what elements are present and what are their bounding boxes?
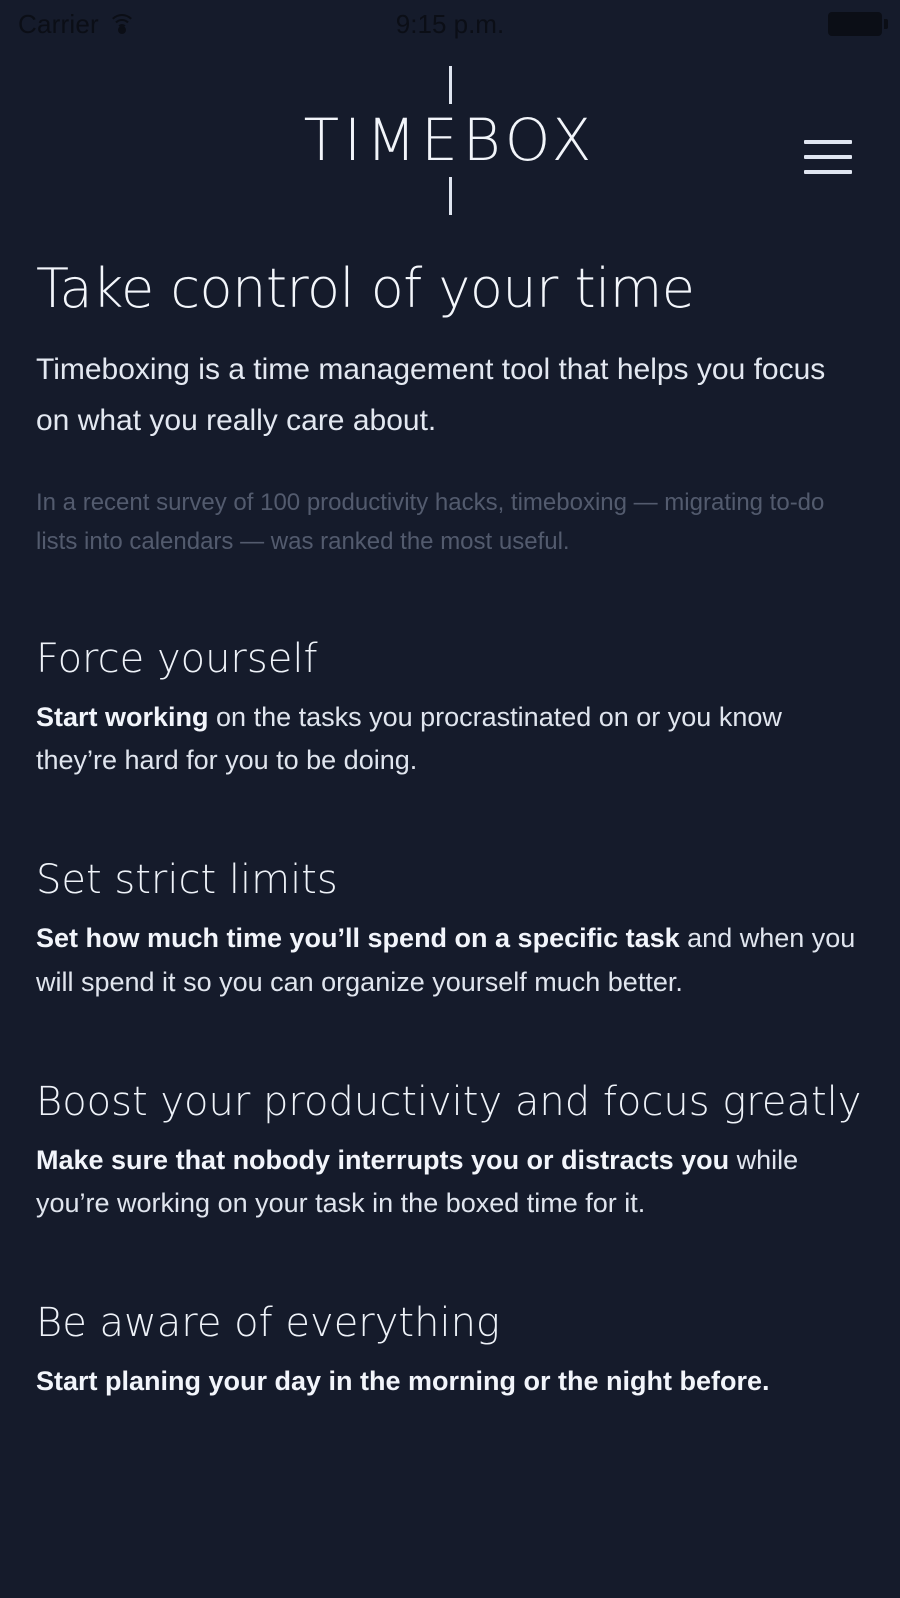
section-be-aware: [36, 1300, 864, 1404]
section-lead: Start working: [36, 701, 209, 732]
section-set-strict-limits: [36, 857, 864, 1004]
section-body: [36, 1139, 864, 1226]
hero-subtitle: Timeboxing is a time management tool that helps you focus on what you really care about.: [36, 352, 826, 437]
section-heading: Force yourself: [36, 635, 318, 682]
page-title: Take control of your time: [36, 256, 695, 320]
status-bar-right: [828, 12, 882, 36]
section-rest: on the tasks you procrastinated on or you know they’re hard for you to be doing.: [36, 701, 782, 776]
section-lead: Make sure that nobody interrupts you or distracts you: [36, 1144, 730, 1175]
section-body: [36, 1360, 864, 1404]
hero-note: In a recent survey of 100 productivity hacks, timeboxing — migrating to-do lists into calendars — was ranked the most useful.: [36, 488, 825, 555]
section-heading: Boost your productivity and focus greatly: [36, 1078, 862, 1125]
carrier-label: Carrier: [18, 8, 99, 39]
section-lead: Set how much time you’ll spend on a specific task: [36, 923, 680, 954]
logo-wordmark: TIMEBOX: [303, 106, 597, 174]
section-boost-productivity: [36, 1079, 864, 1226]
hamburger-menu-icon[interactable]: [804, 140, 852, 174]
logo-tick-top-icon: [449, 66, 452, 104]
logo-tick-bottom-icon: [449, 177, 452, 215]
section-rest: and when you will spend it so you can organize yourself much better.: [36, 923, 856, 997]
section-heading: Be aware of everything: [36, 1300, 500, 1347]
app-header: [0, 48, 900, 225]
section-force-yourself: [36, 636, 864, 783]
section-rest: while you’re working on your task in the boxed time for it.: [36, 1144, 799, 1219]
app-logo: [0, 66, 900, 215]
section-body: [36, 696, 864, 783]
section-heading: Set strict limits: [36, 857, 338, 904]
status-bar: [0, 0, 900, 48]
section-body: [36, 917, 864, 1004]
main-content: [0, 256, 900, 1404]
status-bar-time: 9:15 p.m.: [395, 8, 505, 39]
section-lead: Start planing your day in the morning or the night before.: [36, 1366, 770, 1397]
battery-full-icon: [828, 12, 882, 36]
